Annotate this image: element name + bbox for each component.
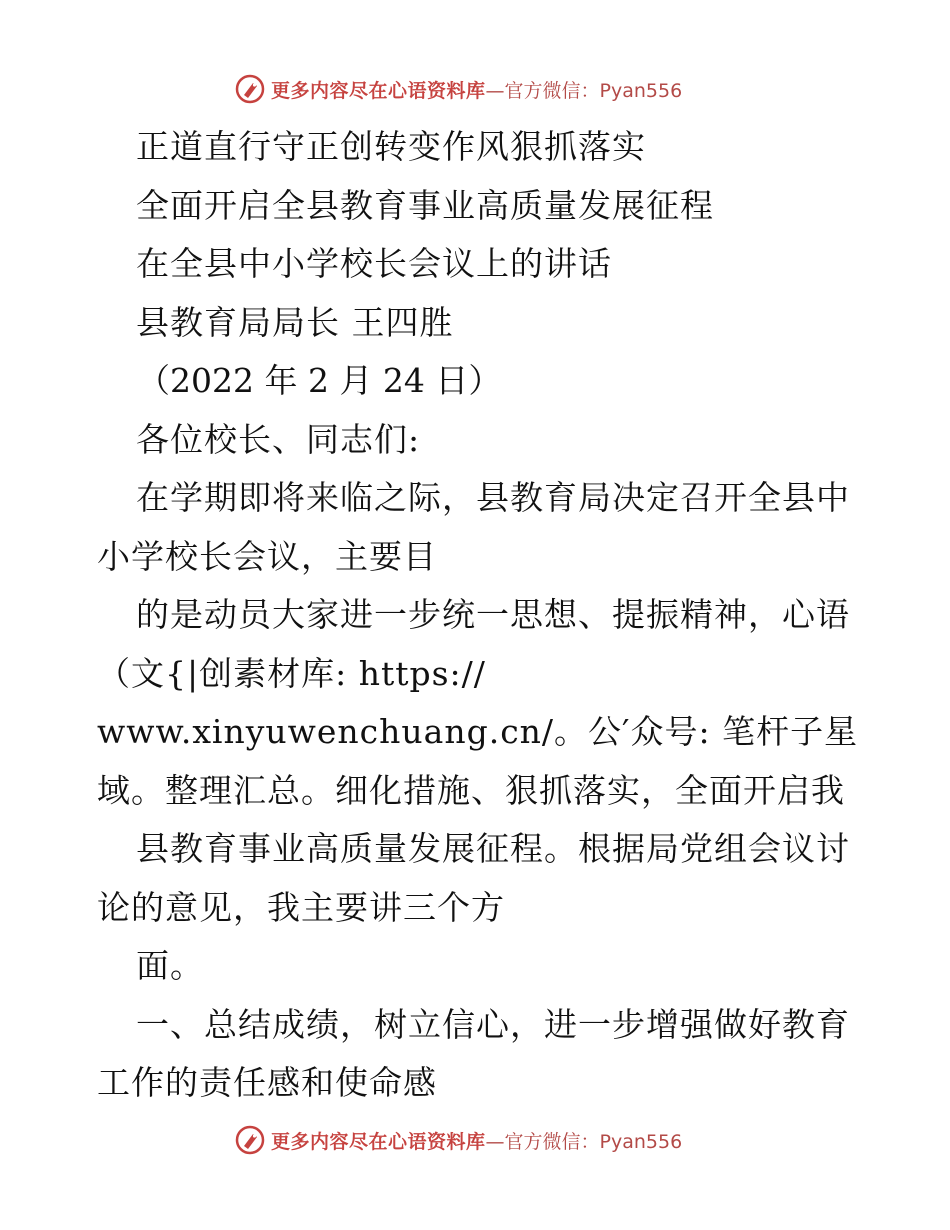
paragraph-line: 在学期即将来临之际，县教育局决定召开全县中	[136, 478, 850, 517]
watermark-header	[235, 71, 715, 107]
watermark-contact-text: —官方微信：Pyan556	[485, 79, 683, 102]
paragraph-line: 县教育事业高质量发展征程。根据局党组会议讨	[136, 829, 850, 868]
watermark-contact-text: —官方微信：Pyan556	[485, 1130, 683, 1153]
section-heading-line: 工作的责任感和使命感	[97, 1063, 437, 1102]
title-line-1: 正道直行守正创转变作风狠抓落实	[136, 127, 646, 166]
paragraph-line: 论的意见，我主要讲三个方	[97, 887, 505, 927]
salutation-line: 各位校长、同志们:	[136, 419, 421, 459]
pen-nib-logo-icon	[235, 1125, 265, 1155]
paragraph-line: 的是动员大家进一步统一思想、提振精神，心语	[136, 595, 850, 634]
watermark-footer	[235, 1122, 715, 1158]
title-line-2: 全面开启全县教育事业高质量发展征程	[136, 185, 714, 225]
author-line: 县教育局局长 王四胜	[136, 302, 454, 342]
pen-nib-logo-icon	[235, 74, 265, 104]
watermark-brand-text: 更多内容尽在心语资料库	[271, 1130, 486, 1153]
paragraph-line: 小学校长会议，主要目	[97, 536, 437, 576]
watermark-brand-text: 更多内容尽在心语资料库	[271, 79, 486, 102]
section-heading-line: 一、总结成绩，树立信心，进一步增强做好教育	[136, 1004, 850, 1044]
paragraph-line: 域。整理汇总。细化措施、狠抓落实，全面开启我	[97, 770, 845, 810]
paragraph-line: www.xinyuwenchuang.cn/。公′众号: 笔杆子星	[97, 712, 859, 751]
document-body	[97, 118, 857, 1113]
paragraph-line: （文{|创素材库: https://	[97, 653, 486, 693]
title-line-3: 在全县中小学校长会议上的讲话	[136, 244, 612, 283]
date-line: （2022 年 2 月 24 日）	[137, 361, 502, 400]
paragraph-line: 面。	[136, 946, 204, 985]
